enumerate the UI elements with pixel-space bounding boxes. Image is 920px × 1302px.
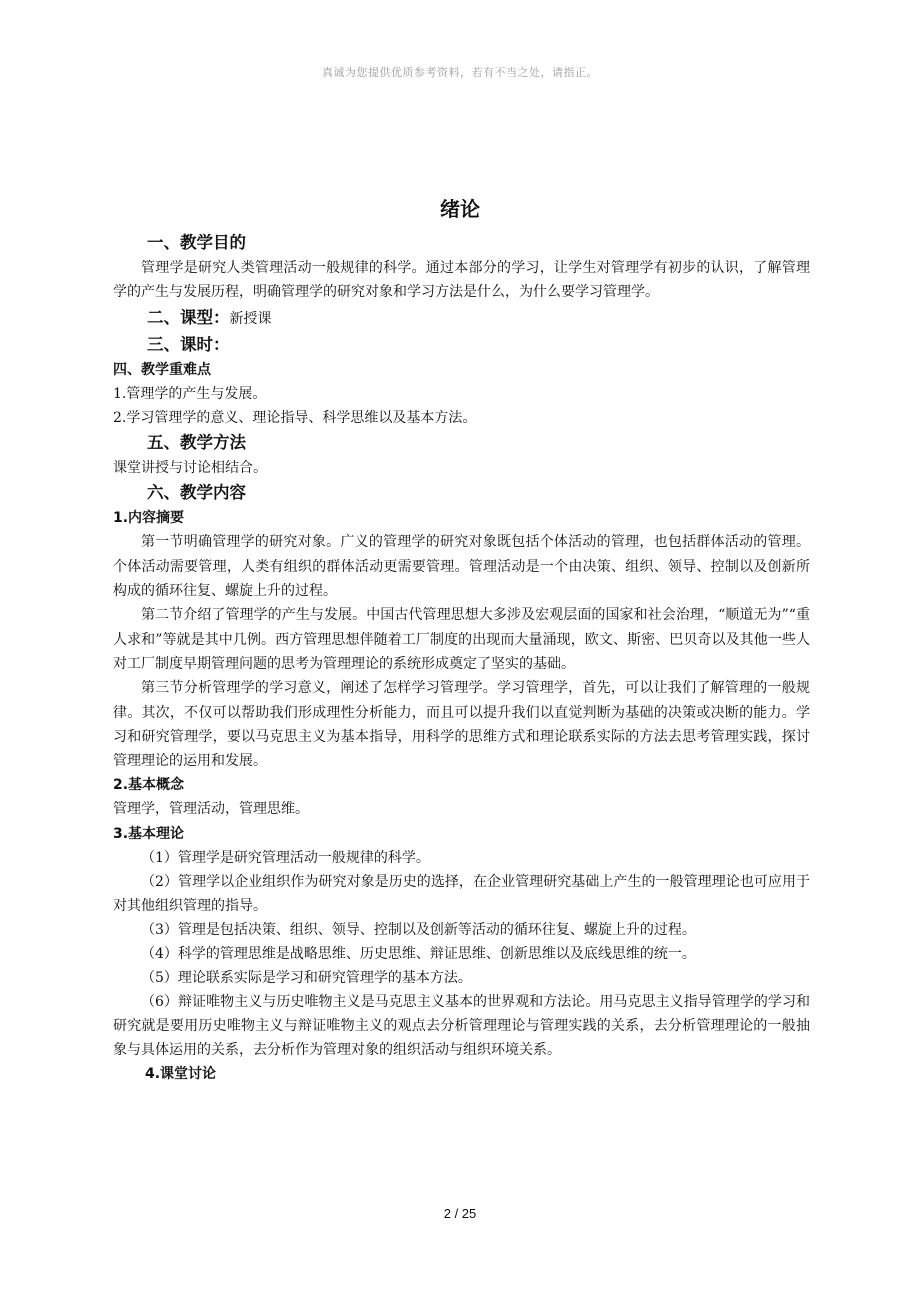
theory-item: （2）管理学以企业组织作为研究对象是历史的选择，在企业管理研究基础上产生的一般管理理论也可应用于对其他组织管理的指导。 [113, 873, 810, 914]
page-number: 2 / 25 [443, 1206, 477, 1221]
basic-concepts-paragraph: 管理学，管理活动，管理思维。 [113, 801, 309, 818]
key-point-item: 1.管理学的产生与发展。 [113, 385, 267, 402]
section-heading-objectives: 一、教学目的 [147, 233, 246, 252]
key-point-item: 2.学习管理学的意义、理论指导、科学思维以及基本方法。 [113, 409, 477, 426]
class-type-label: 二、课型： [147, 307, 230, 327]
subheading-summary: 1.内容摘要 [113, 510, 185, 527]
page-title: 绪论 [440, 197, 480, 221]
summary-paragraph-3: 第三节分析管理学的学习意义，阐述了怎样学习管理学。学习管理学，首先，可以让我们了解管理的一般规律。其次，不仅可以帮助我们形成理性分析能力，而且可以提升我们以直觉判断为基础的决策或决断的能力。学习和研究管理学，要以马克思主义为基本指导，用科学的思维方式和理论联系实际的方法去思考管理实践，探讨管理理论的运用和发展。 [113, 680, 810, 770]
subheading-discussion: 4.课堂讨论 [145, 1065, 217, 1082]
section-heading-methods: 五、教学方法 [147, 433, 246, 453]
subheading-basic-theory: 3.基本理论 [113, 825, 185, 842]
section-heading-key-points: 四、教学重难点 [113, 361, 211, 378]
section-heading-content: 六、教学内容 [147, 483, 246, 503]
objectives-paragraph: 管理学是研究人类管理活动一般规律的科学。通过本部分的学习，让学生对管理学有初步的认识，了解管理学的产生与发展历程，明确管理学的研究对象和学习方法是什么，为什么要学习管理学。 [113, 260, 810, 301]
theory-item: （4）科学的管理思维是战略思维、历史思维、辩证思维、创新思维以及底线思维的统一。 [141, 945, 696, 962]
header-note: 真诚为您提供优质参考资料，若有不当之处，请指正。 [322, 66, 598, 79]
summary-paragraph-2: 第二节介绍了管理学的产生与发展。中国古代管理思想大多涉及宏观层面的国家和社会治理，“顺道无为”“重人求和”等就是其中几例。西方管理思想伴随着工厂制度的出现而大量涌现，欧文、斯密、巴贝奇以及其他一些人对工厂制度早期管理问题的思考为管理理论的系统形成奠定了坚实的基础。 [113, 607, 810, 672]
theory-item: （6）辩证唯物主义与历史唯物主义是马克思主义基本的世界观和方法论。用马克思主义指导管理学的学习和研究就是要用历史唯物主义与辩证唯物主义的观点去分析管理理论与管理实践的关系，去分析管理理论的一般抽象与具体运用的关系，去分析作为管理对象的组织活动与组织环境关系。 [113, 993, 810, 1058]
summary-paragraph-1: 第一节明确管理学的研究对象。广义的管理学的研究对象既包括个体活动的管理，也包括群体活动的管理。个体活动需要管理，人类有组织的群体活动更需要管理。管理活动是一个由决策、组织、领导、控制以及创新所构成的循环往复、螺旋上升的过程。 [113, 534, 810, 600]
section-heading-class-type [113, 305, 810, 332]
class-type-value: 新授课 [229, 310, 272, 327]
theory-item: （3）管理是包括决策、组织、领导、控制以及创新等活动的循环往复、螺旋上升的过程。 [141, 921, 696, 938]
theory-item: （1）管理学是研究管理活动一般规律的科学。 [141, 849, 430, 866]
methods-paragraph: 课堂讲授与讨论相结合。 [113, 460, 267, 477]
theory-item: （5）理论联系实际是学习和研究管理学的基本方法。 [141, 969, 472, 986]
document-body [113, 230, 810, 1086]
subheading-basic-concepts: 2.基本概念 [113, 777, 185, 794]
section-heading-hours: 三、课时： [147, 334, 230, 354]
